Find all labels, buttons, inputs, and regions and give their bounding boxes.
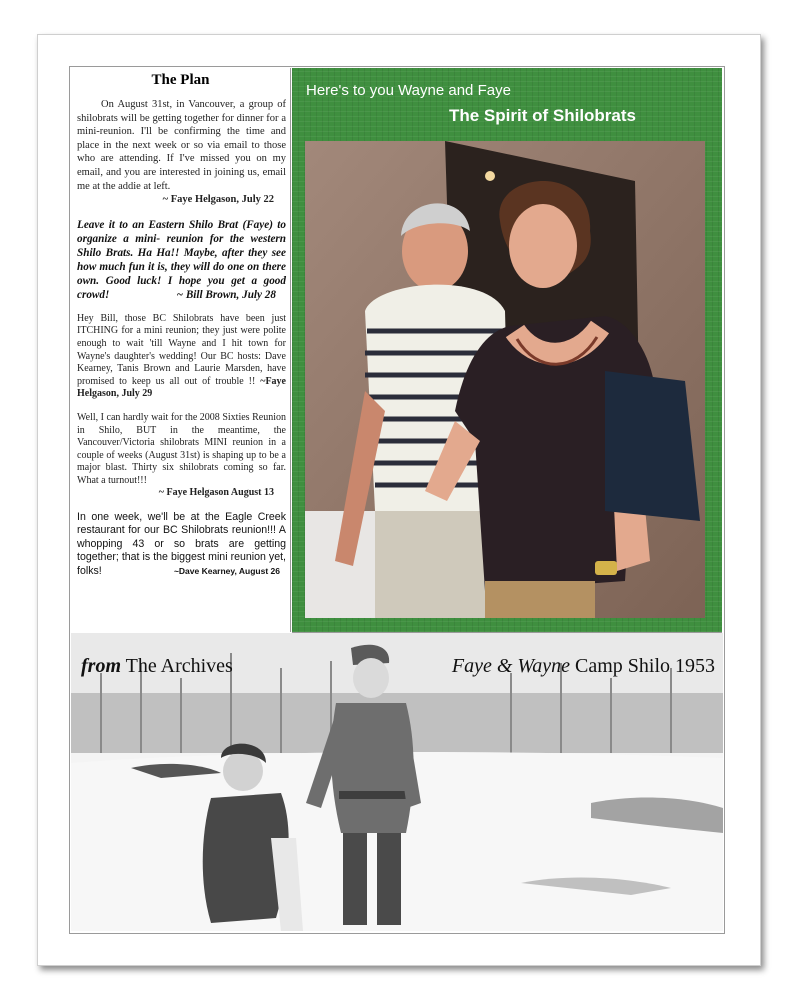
post-text: In one week, we'll be at the Eagle Creek restaurant for our BC Shilobrats reunion!!! A whopping 43 or so brats are getting together; that is the biggest mini reunion yet, folks!	[77, 511, 286, 577]
caption-place: Camp Shilo 1953	[574, 655, 715, 677]
archives-heading	[81, 655, 233, 678]
post-signature: ~Faye Helgason, July 29	[77, 375, 286, 400]
post-text: Hey Bill, those BC Shilobrats have been just ITCHING for a mini reunion; they just were polite enough to wait 'till Wayne and I hit town for Wayne's daughter's wedding! Our BC hosts: Dave Kearney, Tanis Brown and Laurie Marsden, have promised to keep us all out of trouble !!	[77, 312, 286, 387]
post-signature: ~Dave Kearney, August 26	[173, 565, 280, 576]
post-bill-july28	[77, 218, 286, 302]
archive-section	[71, 633, 723, 931]
archives-from: from	[81, 655, 121, 677]
post-signature: ~ Faye Helgason, July 22	[162, 194, 274, 206]
post-faye-aug13	[77, 412, 286, 500]
feature-subheading: The Spirit of Shilobrats	[448, 106, 636, 125]
wayne-faye-photo	[305, 141, 705, 618]
archive-caption	[452, 655, 715, 678]
post-dave-aug26	[77, 511, 286, 578]
post-text: Leave it to an Eastern Shilo Brat (Faye) to organize a mini- reunion for the western Shilo Brats. Ha Ha!! Maybe, after they see how much fun it is, they will do one on there own. Good luck! I hope you get a good crowd!	[77, 218, 286, 301]
post-signature: ~ Bill Brown, July 28	[176, 288, 276, 301]
post-text: On August 31st, in Vancouver, a group of shilobrats will be getting together for dinner for a mini-reunion. I'll be confirming the time and place in the next week or so via email to those who are attending. If I've missed you on my email, and you are interested in joining us, email me at the addie at left.	[77, 99, 286, 192]
feature-heading: Here's to you Wayne and Faye	[306, 82, 511, 99]
post-faye-july22	[77, 98, 286, 207]
the-plan-column	[71, 68, 291, 632]
plan-title: The Plan	[151, 72, 210, 88]
archives-label: The Archives	[125, 655, 233, 677]
post-faye-july29	[77, 313, 286, 401]
post-text: Well, I can hardly wait for the 2008 Sixties Reunion in Shilo, BUT in the meantime, the Vancouver/Victoria shilobrats MINI reunion in a couple of weeks (August 31st) is shaping up to be a major blast. Thirty six shilobrats coming so far. What a turnout!!!	[77, 411, 286, 486]
caption-names: Faye & Wayne	[451, 655, 570, 677]
post-signature: ~ Faye Helgason August 13	[158, 487, 274, 499]
